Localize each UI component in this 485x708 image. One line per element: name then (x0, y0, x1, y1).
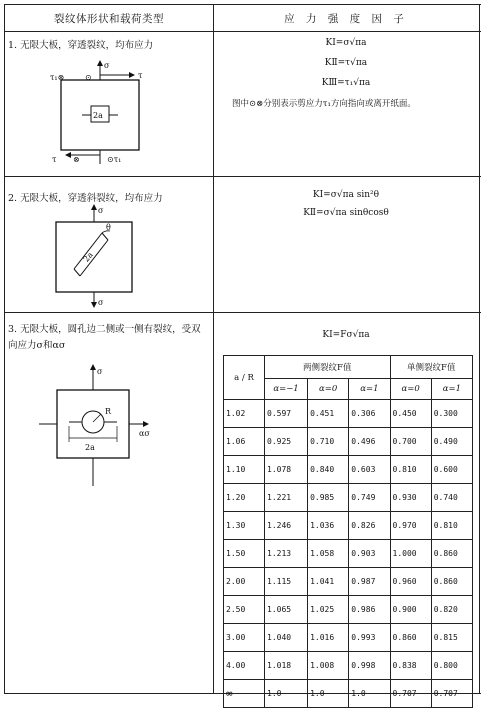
table-cell: 0.600 (431, 456, 472, 484)
table-cell-a-over-r: 1.20 (224, 484, 265, 512)
table-cell: 0.930 (390, 484, 431, 512)
case3-sigma-label: σ (97, 367, 103, 376)
table-cell: 0.490 (431, 428, 472, 456)
table-row (224, 400, 473, 428)
table-cell: 0.860 (431, 540, 472, 568)
table-row (224, 456, 473, 484)
case2-crack-label: 2a (81, 250, 95, 264)
table-cell: 0.998 (349, 652, 390, 680)
case1-tau1-bottom-label: ⊙τ₁ (107, 155, 122, 164)
case2-diagram (50, 204, 140, 308)
case3-radius-label: R (105, 407, 112, 416)
table-cell-a-over-r: 1.10 (224, 456, 265, 484)
case1-dot-bottom-label: ⊗ (73, 155, 80, 164)
table-cell: 1.065 (265, 596, 308, 624)
table-header-alpha: α=1 (431, 379, 472, 400)
table-cell: 1.0 (308, 680, 349, 708)
table-header-alpha: α=0 (390, 379, 431, 400)
table-cell: 0.306 (349, 400, 390, 428)
table-row (224, 484, 473, 512)
table-cell: 1.041 (308, 568, 349, 596)
case3-alpha-sigma-label: ασ (139, 429, 150, 438)
header-divider (4, 31, 481, 32)
table-cell: 0.815 (431, 624, 472, 652)
table-cell: 0.603 (349, 456, 390, 484)
table-cell: 1.246 (265, 512, 308, 540)
table-cell: 0.838 (390, 652, 431, 680)
table-header-two-sided: 两侧裂纹F值 (265, 356, 391, 379)
table-cell: 1.018 (265, 652, 308, 680)
table-cell-a-over-r: 1.30 (224, 512, 265, 540)
table-cell: 1.0 (265, 680, 308, 708)
table-cell: 0.826 (349, 512, 390, 540)
case1-diagram (40, 58, 160, 168)
table-cell: 0.903 (349, 540, 390, 568)
case1-tau-top-label: τ (138, 71, 143, 80)
table-row (224, 428, 473, 456)
table-cell: 0.597 (265, 400, 308, 428)
table-header-a-over-r: a / R (224, 356, 265, 400)
table-cell-a-over-r: 2.00 (224, 568, 265, 596)
case1-crack-label: 2a (93, 111, 103, 120)
table-cell: 0.707 (431, 680, 472, 708)
table-cell: 0.987 (349, 568, 390, 596)
case3-diagram (35, 362, 175, 497)
table-cell: 1.000 (390, 540, 431, 568)
table-cell: 0.800 (431, 652, 472, 680)
table-cell-a-over-r: 1.06 (224, 428, 265, 456)
case1-tau1-top-label: τ₁⊗ (50, 73, 65, 82)
table-row (224, 512, 473, 540)
case1-formula-1: KⅠ=σ√πa (325, 38, 367, 48)
case2-title: 2. 无限大板，穿透斜裂纹，均布应力 (8, 193, 163, 204)
table-header-alpha: α=−1 (265, 379, 308, 400)
table-cell-a-over-r: 2.50 (224, 596, 265, 624)
table-cell: 1.078 (265, 456, 308, 484)
case3-formula: KⅠ=Fσ√πa (322, 330, 370, 340)
table-cell-a-over-r: 3.00 (224, 624, 265, 652)
table-cell: 1.0 (349, 680, 390, 708)
left-border (4, 4, 5, 693)
table-cell-a-over-r: 4.00 (224, 652, 265, 680)
table-cell-a-over-r: 1.02 (224, 400, 265, 428)
case1-formula-3: KⅢ=τ₁√πa (321, 78, 371, 88)
table-cell: 0.840 (308, 456, 349, 484)
case1-divider (4, 176, 481, 177)
case1-dot-top-label: ⊙ (85, 73, 92, 82)
case1-tau-bottom-label: τ (52, 155, 57, 164)
case1-note: 图中⊙⊗分别表示剪应力τ₁方向指向或离开纸面。 (232, 99, 416, 109)
table-header-one-sided: 单侧裂纹F值 (390, 356, 472, 379)
table-cell: 1.221 (265, 484, 308, 512)
case2-formula-1: KⅠ=σ√πa sin²θ (312, 190, 380, 200)
table-header-alpha: α=1 (349, 379, 390, 400)
table-cell: 0.810 (431, 512, 472, 540)
table-cell: 0.993 (349, 624, 390, 652)
table-cell: 1.213 (265, 540, 308, 568)
table-cell: 1.016 (308, 624, 349, 652)
table-cell: 0.810 (390, 456, 431, 484)
table-cell: 1.040 (265, 624, 308, 652)
case3-title: 3. 无限大板，圆孔边二侧或一侧有裂纹，受双向应力σ和ασ (8, 324, 201, 351)
case1-formula-2: KⅡ=τ√πa (324, 58, 368, 68)
header-left: 裂纹体形状和载荷类型 (54, 12, 164, 25)
table-cell: 0.700 (390, 428, 431, 456)
header-right: 应 力 强 度 因 子 (284, 12, 408, 25)
table-cell: 1.115 (265, 568, 308, 596)
table-cell: 0.985 (308, 484, 349, 512)
table-header-alpha: α=0 (308, 379, 349, 400)
table-row (224, 568, 473, 596)
f-value-table (223, 355, 473, 708)
table-cell: 0.900 (390, 596, 431, 624)
table-cell: 0.740 (431, 484, 472, 512)
table-cell: 0.986 (349, 596, 390, 624)
table-cell: 0.496 (349, 428, 390, 456)
table-cell-a-over-r: 1.50 (224, 540, 265, 568)
table-row (224, 624, 473, 652)
table-cell: 0.450 (390, 400, 431, 428)
table-cell: 0.820 (431, 596, 472, 624)
column-divider (213, 4, 214, 693)
table-row (224, 652, 473, 680)
table-top-border (4, 4, 481, 5)
case2-formula-2: KⅡ=σ√πa sinθcosθ (303, 208, 389, 218)
table-row (224, 596, 473, 624)
table-cell: 0.860 (390, 624, 431, 652)
case1-title: 1. 无限大板，穿透裂纹，均布应力 (8, 40, 154, 51)
case2-sigma-bottom-label: σ (98, 298, 104, 307)
table-row (224, 680, 473, 708)
table-cell-a-over-r: ∞ (224, 680, 265, 708)
case2-theta-label: θ (106, 223, 111, 232)
table-cell: 0.960 (390, 568, 431, 596)
table-cell: 1.058 (308, 540, 349, 568)
table-cell: 0.707 (390, 680, 431, 708)
table-cell: 0.710 (308, 428, 349, 456)
table-cell: 1.025 (308, 596, 349, 624)
table-cell: 0.925 (265, 428, 308, 456)
case3-crack-label: 2a (85, 443, 95, 452)
table-cell: 0.451 (308, 400, 349, 428)
right-border (479, 4, 480, 693)
case2-divider (4, 312, 481, 313)
table-cell: 1.008 (308, 652, 349, 680)
table-cell: 0.749 (349, 484, 390, 512)
table-cell: 1.036 (308, 512, 349, 540)
table-row (224, 540, 473, 568)
table-cell: 0.860 (431, 568, 472, 596)
table-cell: 0.300 (431, 400, 472, 428)
table-cell: 0.970 (390, 512, 431, 540)
case1-sigma-label: σ (104, 61, 110, 70)
case2-sigma-top-label: σ (98, 206, 104, 215)
